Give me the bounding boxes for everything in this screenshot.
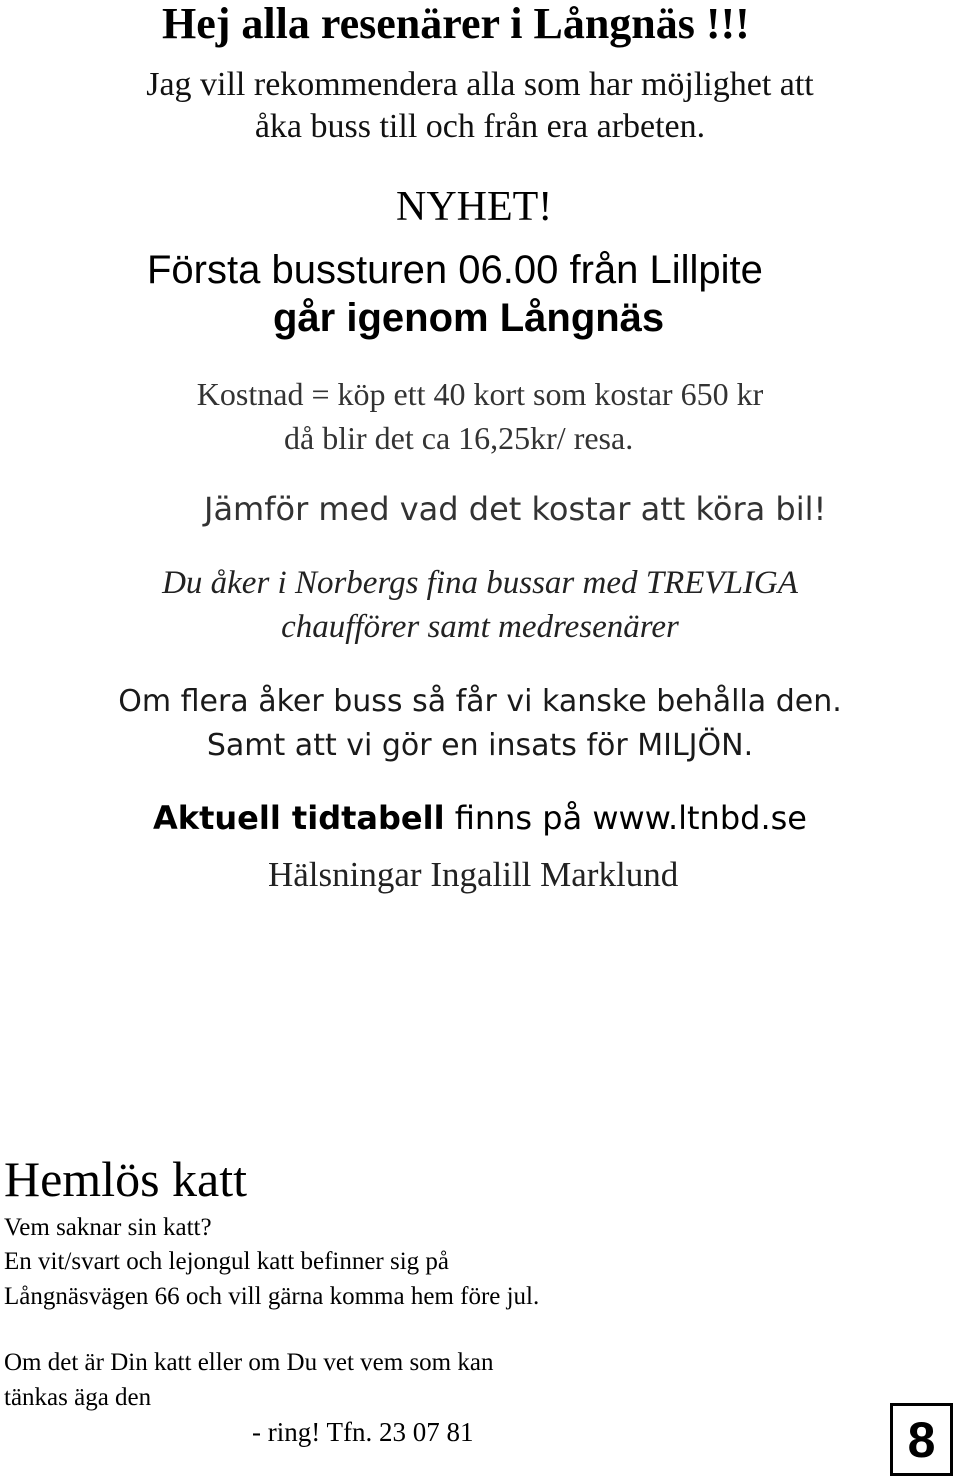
cat-line-5: tänkas äga den [4, 1384, 152, 1411]
cost-line-2: då blir det ca 16,25kr/ resa. [284, 420, 634, 456]
cat-title: Hemlös katt [4, 1151, 248, 1207]
timetable-line [0, 799, 960, 837]
intro-line-1: Jag vill rekommendera alla som har möjlighet att [146, 66, 814, 103]
cat-line-2: En vit/svart och lejongul katt befinner sig på [4, 1248, 450, 1275]
compare-line: Jämför med vad det kostar att köra bil! [204, 490, 827, 528]
more-line-1: Om flera åker buss så får vi kanske behålla den. [118, 684, 842, 719]
phone-line: - ring! Tfn. 23 07 81 [252, 1417, 474, 1447]
cat-line-3: Långnäsvägen 66 och vill gärna komma hem före jul. [4, 1283, 540, 1310]
timetable-bold: Aktuell tidtabell [153, 799, 445, 837]
intro-line-2: åka buss till och från era arbeten. [254, 108, 706, 145]
cat-line-1: Vem saknar sin katt? [4, 1214, 212, 1241]
news-label: NYHET! [396, 184, 553, 230]
more-line-2: Samt att vi gör en insats för MILJÖN. [206, 728, 754, 763]
cat-line-4: Om det är Din katt eller om Du vet vem som kan [4, 1349, 494, 1376]
timetable-link: finns på www.ltnbd.se [444, 799, 807, 837]
page-number: 8 [890, 1403, 953, 1476]
italic-line-1: Du åker i Norbergs fina bussar med TREVLIGA [162, 565, 798, 601]
cost-line-1: Kostnad = köp ett 40 kort som kostar 650 kr [196, 376, 764, 412]
first-bus-line: Första bussturen 06.00 från Lillpite [147, 248, 763, 292]
route-line: går igenom Långnäs [273, 296, 665, 340]
italic-line-2: chaufförer samt medresenärer [281, 609, 679, 645]
headline: Hej alla resenärer i Långnäs !!! [162, 0, 750, 48]
greeting: Hälsningar Ingalill Marklund [268, 855, 679, 894]
